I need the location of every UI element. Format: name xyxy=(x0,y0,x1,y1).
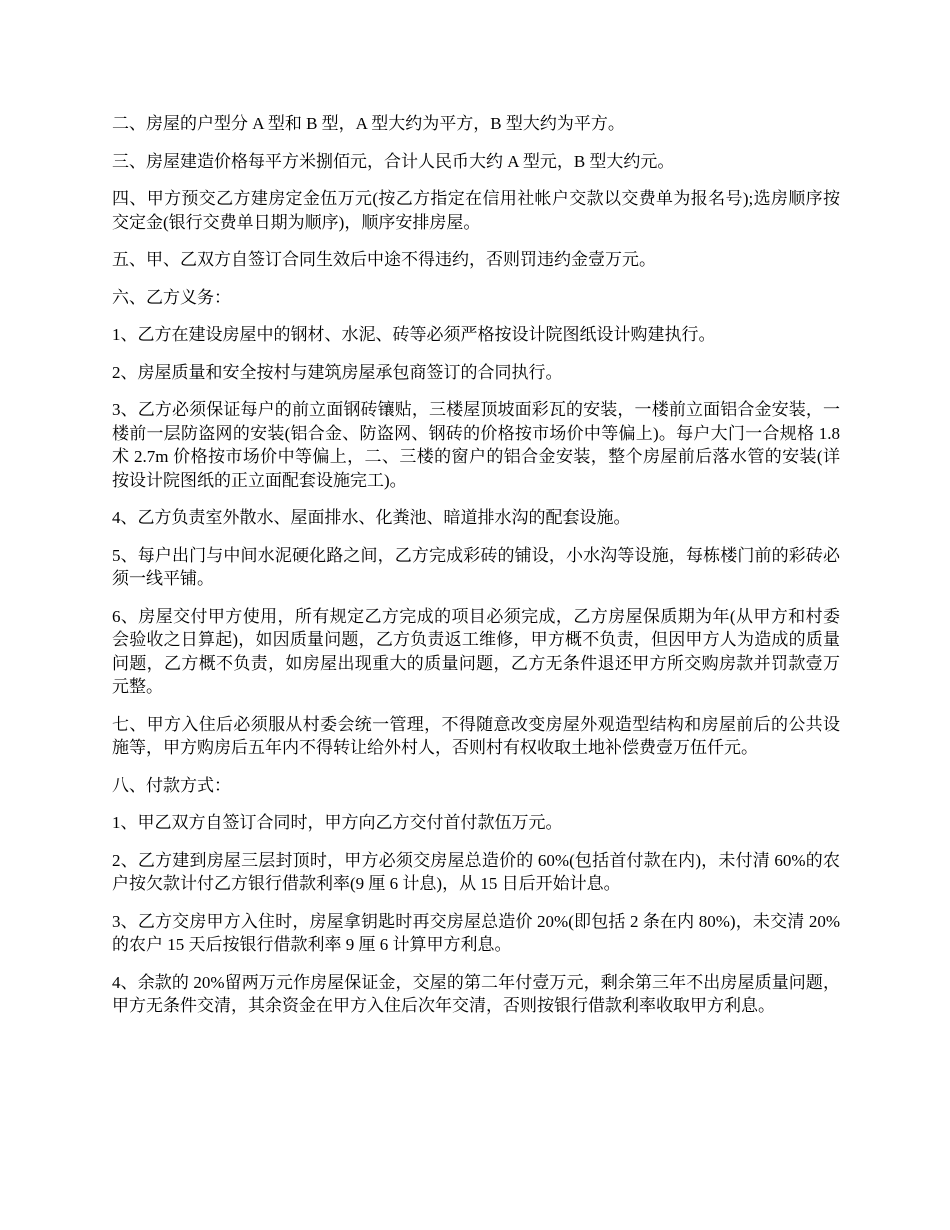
paragraph-payment-2: 2、乙方建到房屋三层封顶时，甲方必须交房屋总造价的 60%(包括首付款在内)，未付清 60%的农户按欠款计付乙方银行借款利率(9 厘 6 计息)，从 15 日后开始计息。 xyxy=(112,850,840,893)
paragraph-payment-3: 3、乙方交房甲方入住时，房屋拿钥匙时再交房屋总造价 20%(即包括 2 条在内 80%)，未交清 20%的农户 15 天后按银行借款利率 9 厘 6 计算甲方利息。 xyxy=(112,911,840,954)
paragraph-obligation-4: 4、乙方负责室外散水、屋面排水、化粪池、暗道排水沟的配套设施。 xyxy=(112,508,631,527)
heading-payment-method: 八、付款方式： xyxy=(112,775,231,795)
paragraph-section-5: 五、甲、乙双方自签订合同生效后中途不得违约，否则罚违约金壹万元。 xyxy=(112,250,656,269)
paragraph-obligation-6: 6、房屋交付甲方使用，所有规定乙方完成的项目必须完成，乙方房屋保质期为年(从甲方和村委会验收之日算起)，如因质量问题，乙方负责返工维修，甲方概不负责，但因甲方人为造成的质量问题，乙方概不负责，如房屋出现重大的质量问题，乙方无条件退还甲方所交购房款并罚款壹万元整。 xyxy=(112,606,840,696)
paragraph-section-7: 七、甲方入住后必须服从村委会统一管理，不得随意改变房屋外观造型结构和房屋前后的公共设施等，甲方购房后五年内不得转让给外村人，否则村有权收取土地补偿费壹万伍仟元。 xyxy=(112,714,840,757)
paragraph-section-2: 二、房屋的户型分 A 型和 B 型，A 型大约为平方，B 型大约为平方。 xyxy=(112,114,625,133)
paragraph-payment-1: 1、甲乙双方自签订合同时，甲方向乙方交付首付款伍万元。 xyxy=(112,813,563,832)
paragraph-obligation-5: 5、每户出门与中间水泥硬化路之间，乙方完成彩砖的铺设，小水沟等设施，每栋楼门前的彩砖必须一线平铺。 xyxy=(112,545,840,588)
paragraph-obligation-1: 1、乙方在建设房屋中的钢材、水泥、砖等必须严格按设计院图纸设计购建执行。 xyxy=(112,325,716,344)
paragraph-payment-4: 4、余款的 20%留两万元作房屋保证金，交屋的第二年付壹万元，剩余第三年不出房屋质量问题，甲方无条件交清，其余资金在甲方入住后次年交清，否则按银行借款利率收取甲方利息。 xyxy=(112,972,840,1015)
paragraph-section-3: 三、房屋建造价格每平方米捌佰元，合计人民币大约 A 型元，B 型大约元。 xyxy=(112,151,675,171)
paragraph-section-4: 四、甲方预交乙方建房定金伍万元(按乙方指定在信用社帐户交款以交费单为报名号);选房顺序按交定金(银行交费单日期为顺序)，顺序安排房屋。 xyxy=(112,189,840,232)
heading-party-b-obligations: 六、乙方义务： xyxy=(112,287,231,307)
paragraph-obligation-3: 3、乙方必须保证每户的前立面钢砖镶贴，三楼屋顶坡面彩瓦的安装，一楼前立面铝合金安装，一楼前一层防盗网的安装(铝合金、防盗网、钢砖的价格按市场价中等偏上)。每户大门一合规格 1.8 术 2.7m 价格按市场价中等偏上，二、三楼的窗户的铝合金安装，整个房屋前后落水管的安装(详按设计院图纸的正立面配套设施完工)。 xyxy=(112,400,840,490)
document-body xyxy=(112,112,840,1032)
paragraph-obligation-2: 2、房屋质量和安全按村与建筑房屋承包商签订的合同执行。 xyxy=(112,362,563,382)
